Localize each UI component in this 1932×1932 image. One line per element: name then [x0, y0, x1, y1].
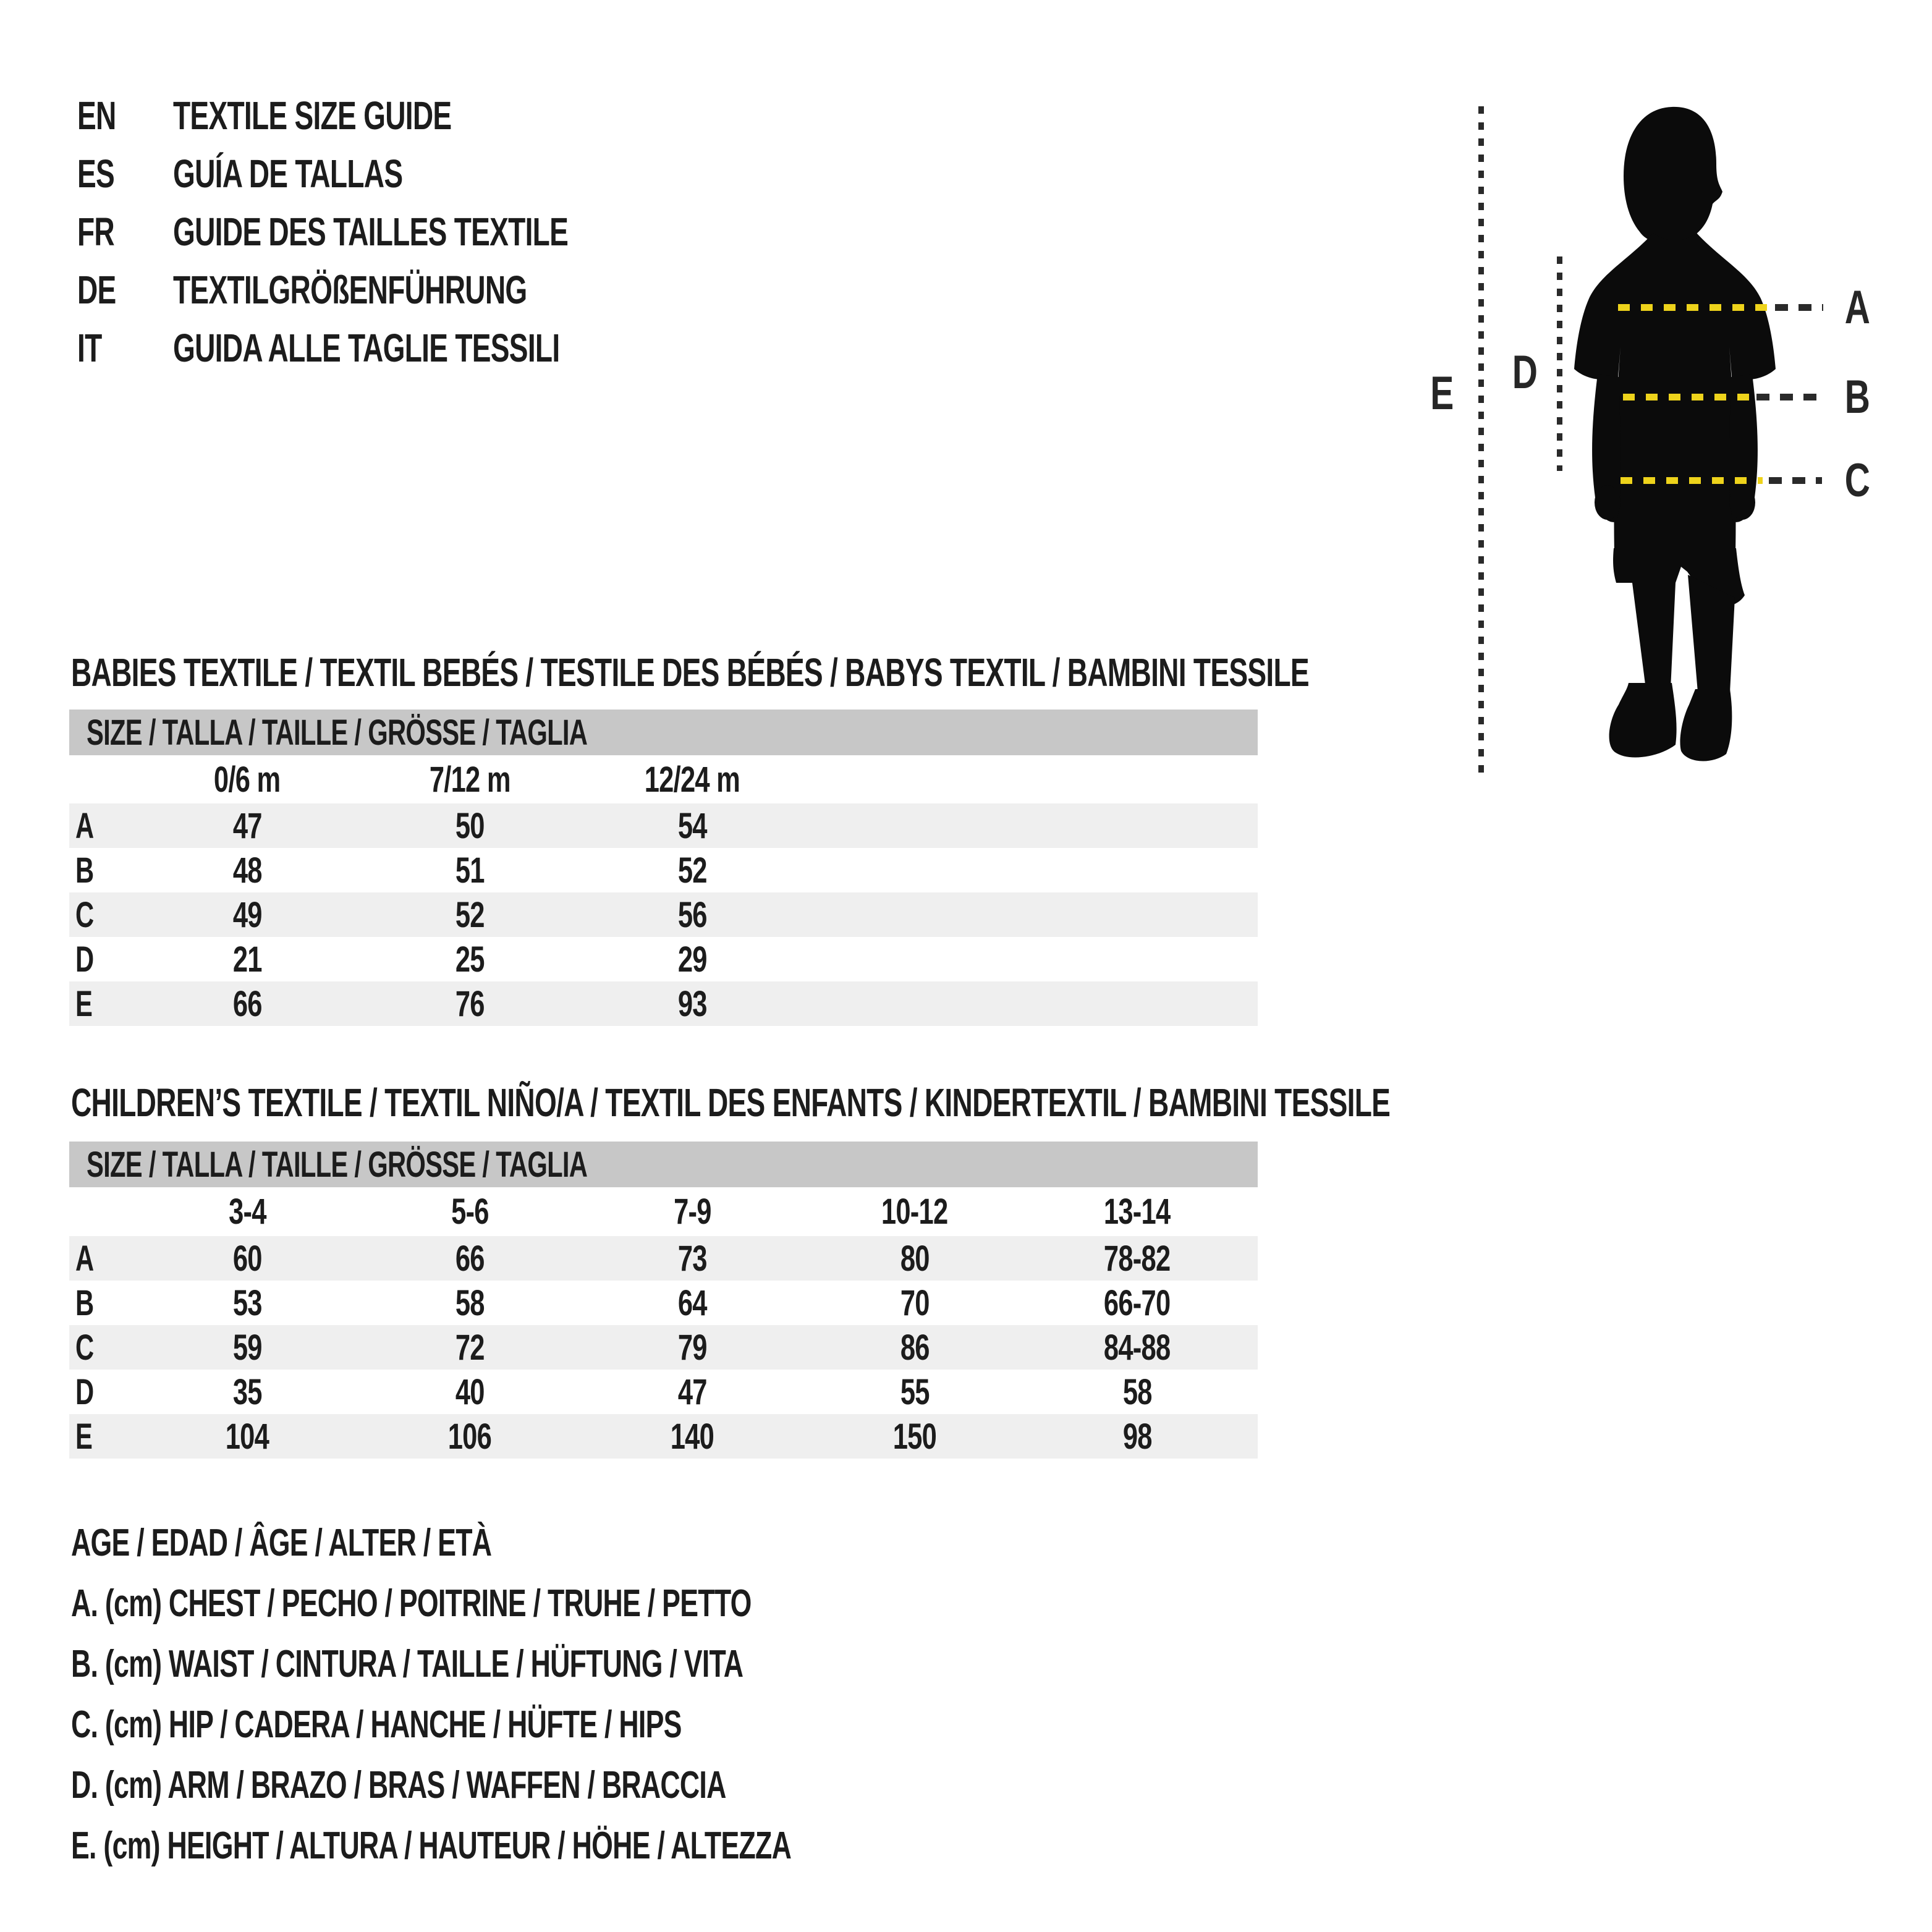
- cell-value: 58: [455, 1282, 485, 1323]
- table-row: [69, 937, 1258, 981]
- row-label: D: [75, 939, 94, 980]
- waist-measure-dash-yellow-b: [1623, 394, 1752, 400]
- chest-measure-dash-dark-a: [1775, 304, 1823, 311]
- children-size-header-text: SIZE / TALLA / TAILLE / GRÖSSE / TAGLIA: [87, 1144, 588, 1185]
- cell-value: 29: [677, 939, 707, 980]
- children-column-header: 13-14: [1104, 1192, 1171, 1232]
- cell-value: 93: [677, 983, 707, 1024]
- table-row: [69, 1370, 1258, 1414]
- measure-label-e: E: [1430, 367, 1454, 420]
- babies-column-header: 7/12 m: [429, 759, 511, 800]
- legend-line-chest: A. (cm) CHEST / PECHO / POITRINE / TRUHE / PETTO: [71, 1582, 752, 1625]
- cell-value: 76: [455, 983, 485, 1024]
- cell-value: 47: [232, 805, 262, 846]
- silhouette-right-hand: [1729, 485, 1755, 520]
- table-row: [69, 848, 1258, 892]
- babies-table-body: [69, 803, 1258, 1026]
- cell-value: 140: [670, 1416, 714, 1457]
- cell-value: 54: [677, 805, 707, 846]
- babies-section-title: BABIES TEXTILE / TEXTIL BEBÉS / TESTILE DES BÉBÉS / BABYS TEXTIL / BAMBINI TESSILE: [71, 650, 1309, 695]
- children-table-body: [69, 1236, 1258, 1459]
- children-column-header: 5-6: [451, 1192, 489, 1232]
- row-label: E: [75, 983, 93, 1024]
- cell-value: 40: [455, 1371, 485, 1412]
- cell-value: 50: [455, 805, 485, 846]
- language-guide-title: GUIDE DES TAILLES TEXTILE: [173, 210, 569, 254]
- babies-size-header-text: SIZE / TALLA / TAILLE / GRÖSSE / TAGLIA: [87, 712, 588, 753]
- cell-value: 21: [232, 939, 262, 980]
- measurement-legend: [71, 1513, 1071, 1876]
- measure-label-c: C: [1844, 454, 1870, 507]
- cell-value: 104: [225, 1416, 269, 1457]
- cell-value: 72: [455, 1327, 485, 1368]
- cell-value: 55: [900, 1371, 930, 1412]
- legend-line-age: AGE / EDAD / ÂGE / ALTER / ETÀ: [71, 1522, 492, 1564]
- cell-value: 86: [900, 1327, 930, 1368]
- language-code: IT: [77, 326, 102, 370]
- cell-value: 59: [232, 1327, 262, 1368]
- measure-label-a: A: [1844, 281, 1870, 334]
- waist-measure-dash-dark-b: [1756, 394, 1822, 400]
- measure-label-d: D: [1512, 346, 1538, 399]
- cell-value: 73: [677, 1238, 707, 1279]
- babies-column-header-row: [69, 755, 1258, 803]
- cell-value: 35: [232, 1371, 262, 1412]
- language-code: FR: [77, 210, 114, 254]
- hip-measure-dash-dark-c: [1769, 477, 1822, 484]
- children-column-header: 3-4: [228, 1192, 266, 1232]
- cell-value: 56: [677, 894, 707, 935]
- language-code: EN: [77, 93, 116, 138]
- cell-value: 66-70: [1104, 1282, 1171, 1323]
- cell-value: 48: [232, 850, 262, 891]
- cell-value: 98: [1122, 1416, 1152, 1457]
- row-label: C: [75, 894, 94, 935]
- row-label: E: [75, 1416, 93, 1457]
- measure-label-b: B: [1844, 371, 1870, 423]
- cell-value: 49: [232, 894, 262, 935]
- chest-measure-dash-yellow-a: [1618, 304, 1770, 311]
- language-guide-title: TEXTILE SIZE GUIDE: [173, 93, 452, 138]
- cell-value: 25: [455, 939, 485, 980]
- babies-column-header: 12/24 m: [644, 759, 740, 800]
- row-label: D: [75, 1371, 94, 1412]
- language-code: ES: [77, 151, 115, 196]
- children-column-header: 7-9: [673, 1192, 711, 1232]
- table-row: [69, 1236, 1258, 1281]
- cell-value: 47: [677, 1371, 707, 1412]
- cell-value: 66: [455, 1238, 485, 1279]
- table-row: [69, 1414, 1258, 1459]
- table-row: [69, 981, 1258, 1026]
- table-row: [69, 803, 1258, 848]
- legend-line-height: E. (cm) HEIGHT / ALTURA / HAUTEUR / HÖHE / ALTEZZA: [71, 1824, 792, 1867]
- cell-value: 78-82: [1104, 1238, 1171, 1279]
- silhouette-right-shoe: [1680, 689, 1732, 761]
- children-column-header-row: [69, 1187, 1258, 1236]
- row-label: B: [75, 850, 94, 891]
- cell-value: 51: [455, 850, 485, 891]
- table-row: [69, 1281, 1258, 1325]
- language-guide-title: TEXTILGRÖßENFÜHRUNG: [173, 268, 527, 312]
- children-size-header-bar: [69, 1142, 1258, 1187]
- cell-value: 150: [892, 1416, 937, 1457]
- cell-value: 52: [677, 850, 707, 891]
- row-label: C: [75, 1327, 94, 1368]
- language-code: DE: [77, 268, 116, 312]
- cell-value: 53: [232, 1282, 262, 1323]
- row-label: A: [75, 1238, 94, 1279]
- silhouette-head: [1624, 107, 1722, 244]
- silhouette-left-hand: [1595, 485, 1621, 520]
- legend-line-arm: D. (cm) ARM / BRAZO / BRAS / WAFFEN / BRACCIA: [71, 1764, 726, 1807]
- table-row: [69, 1325, 1258, 1370]
- babies-size-header-bar: [69, 710, 1258, 755]
- table-row: [69, 892, 1258, 937]
- children-column-header: 10-12: [881, 1192, 948, 1232]
- cell-value: 52: [455, 894, 485, 935]
- cell-value: 70: [900, 1282, 930, 1323]
- cell-value: 66: [232, 983, 262, 1024]
- legend-line-hip: C. (cm) HIP / CADERA / HANCHE / HÜFTE / HIPS: [71, 1703, 682, 1746]
- babies-column-header: 0/6 m: [214, 759, 281, 800]
- row-label: B: [75, 1282, 94, 1323]
- language-guide-title: GUIDA ALLE TAGLIE TESSILI: [173, 326, 560, 370]
- cell-value: 84-88: [1104, 1327, 1171, 1368]
- cell-value: 80: [900, 1238, 930, 1279]
- cell-value: 60: [232, 1238, 262, 1279]
- cell-value: 58: [1122, 1371, 1152, 1412]
- legend-line-waist: B. (cm) WAIST / CINTURA / TAILLE / HÜFTUNG / VITA: [71, 1643, 744, 1685]
- children-section-title: CHILDREN’S TEXTILE / TEXTIL NIÑO/A / TEXTIL DES ENFANTS / KINDERTEXTIL / BAMBINI TESSILE: [71, 1080, 1391, 1125]
- cell-value: 106: [447, 1416, 492, 1457]
- language-guide-title: GUÍA DE TALLAS: [173, 151, 403, 196]
- hip-measure-dash-yellow-c: [1621, 477, 1763, 484]
- cell-value: 79: [677, 1327, 707, 1368]
- row-label: A: [75, 805, 94, 846]
- cell-value: 64: [677, 1282, 707, 1323]
